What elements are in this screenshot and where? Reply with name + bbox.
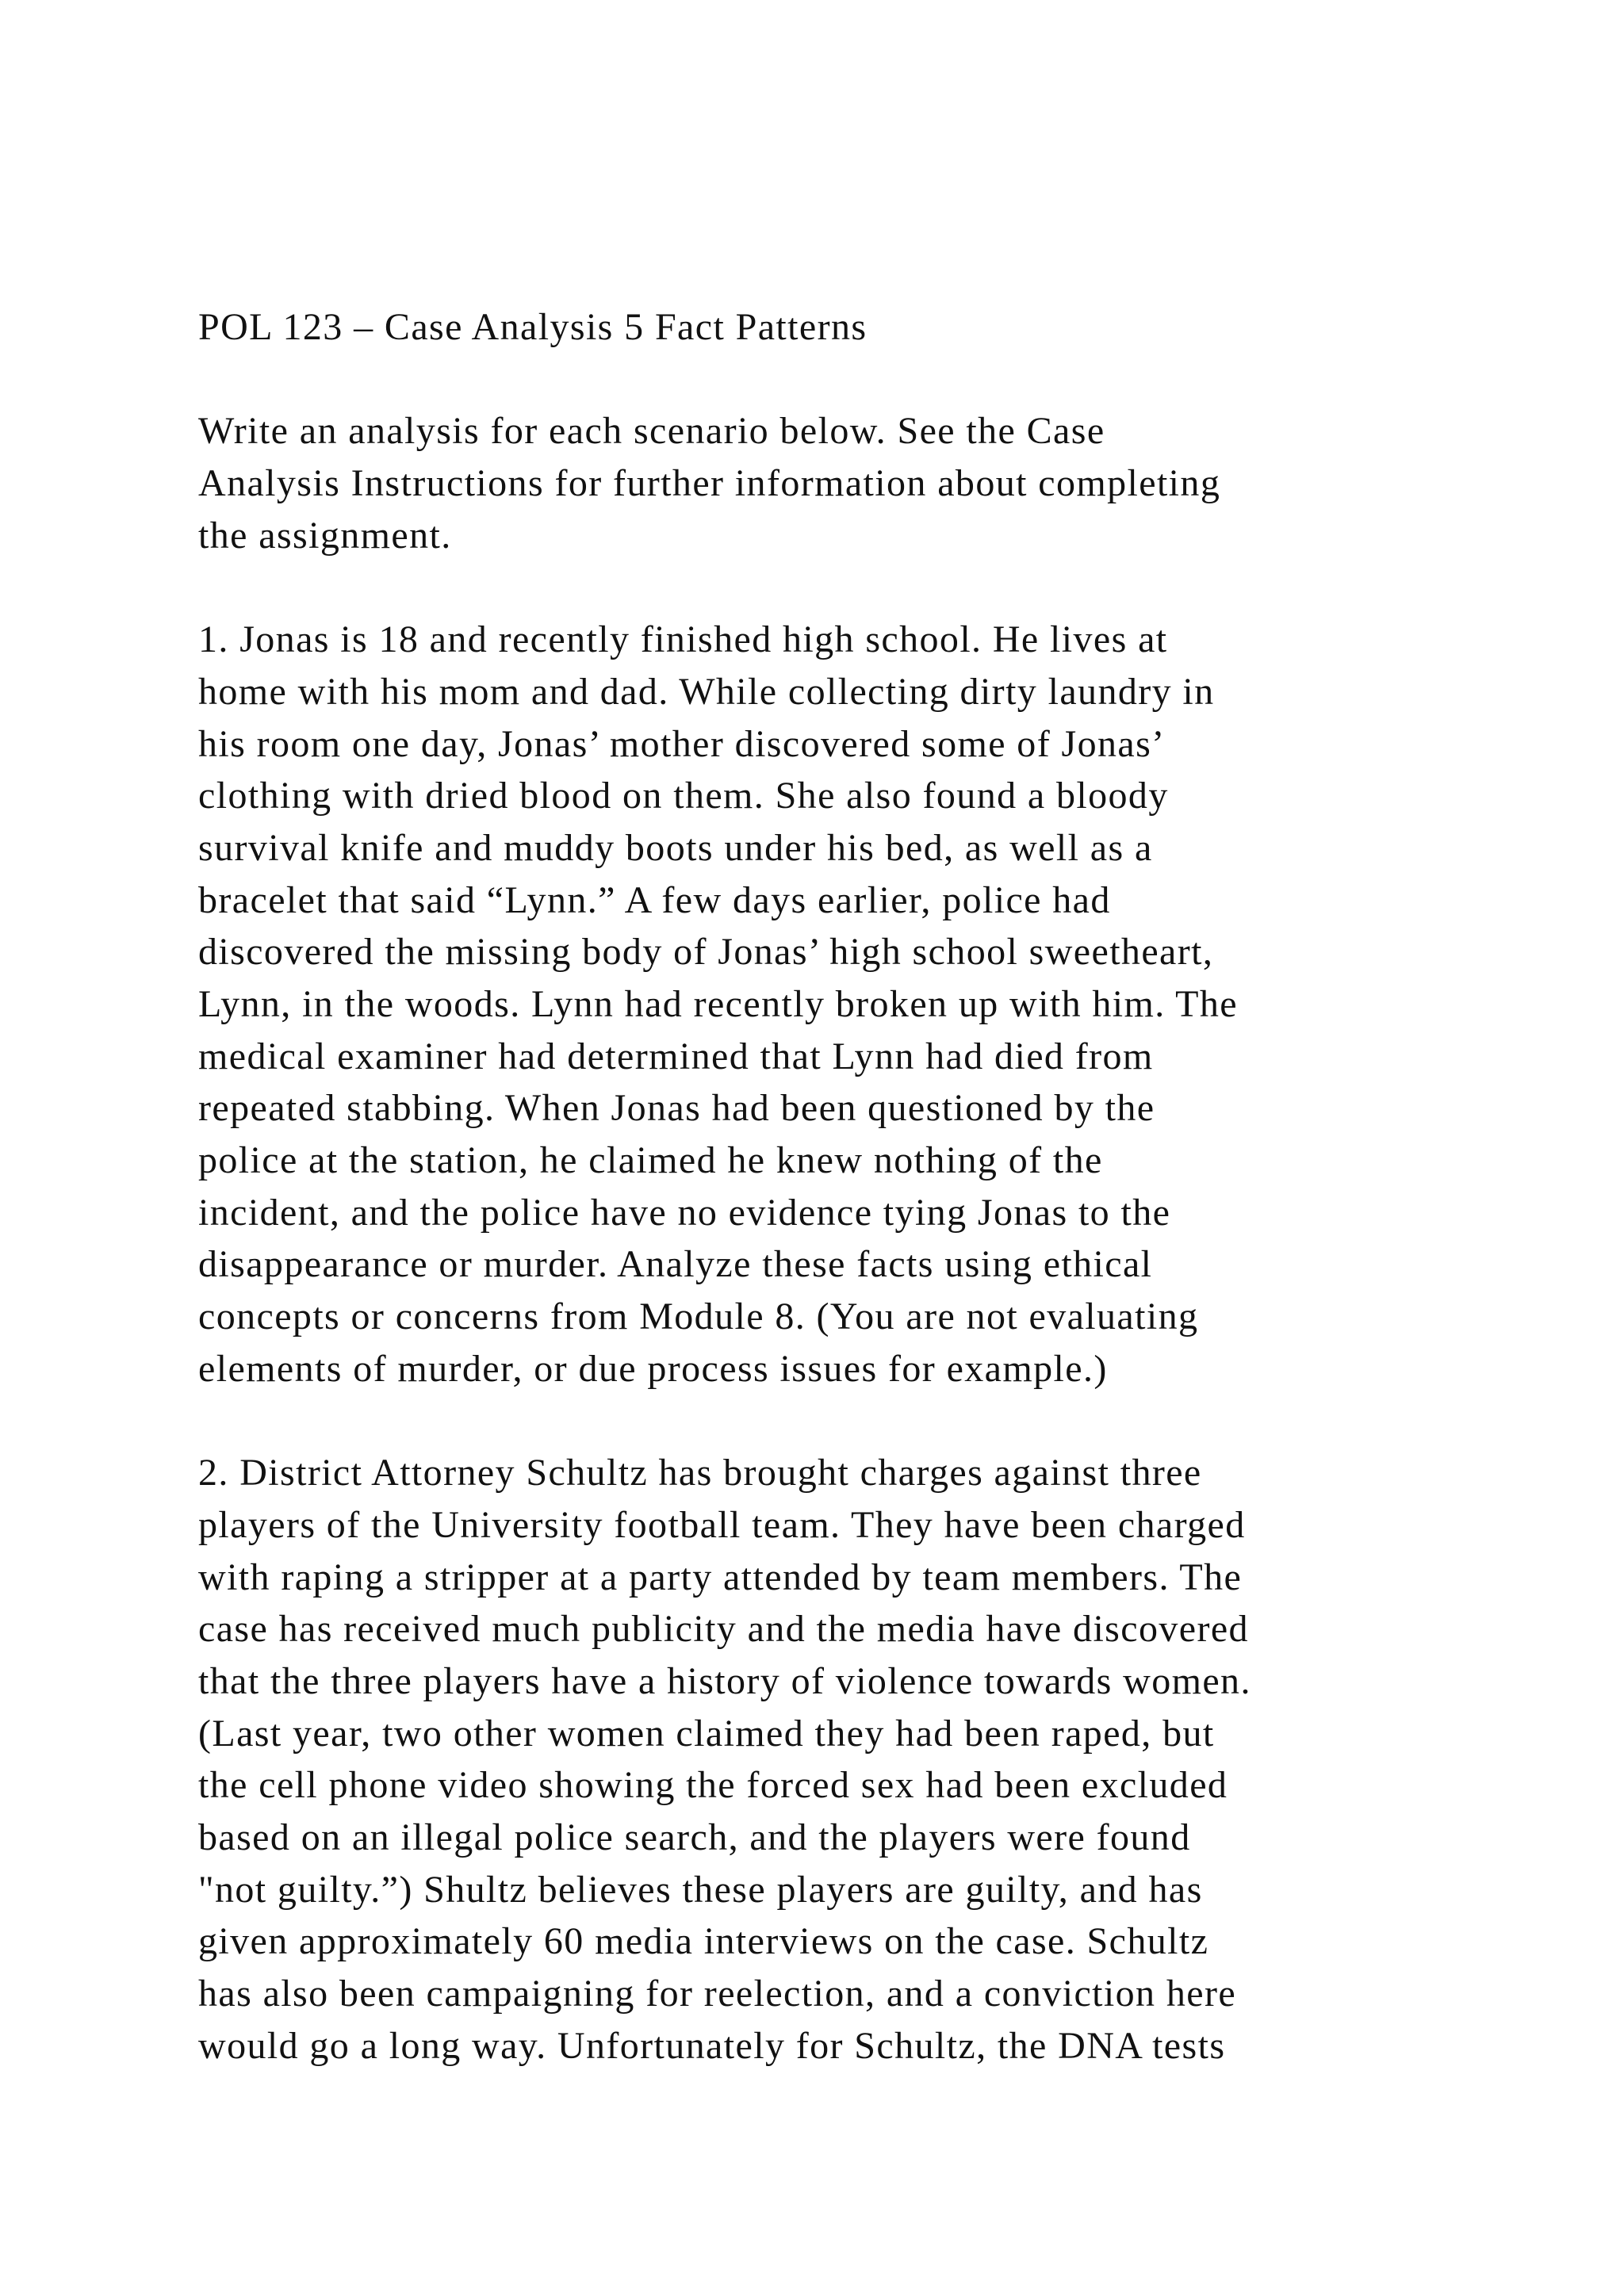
scenario-1-line: Lynn, in the woods. Lynn had recently broken up with him. The bbox=[198, 982, 1238, 1025]
scenario-1-paragraph bbox=[198, 614, 1435, 1395]
paragraph-gap bbox=[198, 1395, 1435, 1447]
scenario-2-line: the cell phone video showing the forced sex had been excluded bbox=[198, 1764, 1228, 1807]
scenario-2-paragraph bbox=[198, 1447, 1435, 2072]
scenario-1-line: elements of murder, or due process issues for example.) bbox=[198, 1347, 1108, 1390]
scenario-1-line: clothing with dried blood on them. She also found a bloody bbox=[198, 775, 1169, 817]
intro-line: Analysis Instructions for further information about completing bbox=[198, 462, 1221, 505]
scenario-1-line: survival knife and muddy boots under his bed, as well as a bbox=[198, 826, 1153, 869]
scenario-2-line: case has received much publicity and the media have discovered bbox=[198, 1608, 1249, 1651]
scenario-1-line: bracelet that said “Lynn.” A few days earlier, police had bbox=[198, 878, 1111, 921]
scenario-1-line: 1. Jonas is 18 and recently finished high school. He lives at bbox=[198, 618, 1168, 661]
scenario-2-line: players of the University football team. They have been charged bbox=[198, 1503, 1246, 1546]
scenario-2-line: based on an illegal police search, and the players were found bbox=[198, 1816, 1191, 1858]
scenario-2-line: with raping a stripper at a party attended by team members. The bbox=[198, 1556, 1243, 1598]
intro-line: the assignment. bbox=[198, 514, 452, 557]
scenario-1-line: his room one day, Jonas’ mother discovered some of Jonas’ bbox=[198, 722, 1166, 765]
scenario-2-line: given approximately 60 media interviews on the case. Schultz bbox=[198, 1920, 1209, 1963]
scenario-2-line: that the three players have a history of violence towards women. bbox=[198, 1659, 1251, 1702]
scenario-1-line: disappearance or murder. Analyze these facts using ethical bbox=[198, 1243, 1153, 1286]
paragraph-gap bbox=[198, 561, 1435, 614]
scenario-2-line: would go a long way. Unfortunately for Schultz, the DNA tests bbox=[198, 2024, 1226, 2067]
paragraph-gap bbox=[198, 354, 1435, 406]
scenario-1-line: medical examiner had determined that Lynn had died from bbox=[198, 1035, 1154, 1077]
scenario-2-line: has also been campaigning for reelection, and a conviction here bbox=[198, 1973, 1237, 2015]
scenario-1-line: incident, and the police have no evidence tying Jonas to the bbox=[198, 1191, 1171, 1234]
intro-paragraph bbox=[198, 405, 1435, 561]
scenario-1-line: repeated stabbing. When Jonas had been questioned by the bbox=[198, 1087, 1155, 1130]
scenario-2-line: "not guilty.”) Shultz believes these players are guilty, and has bbox=[198, 1868, 1203, 1911]
scenario-2-line: (Last year, two other women claimed they had been raped, but bbox=[198, 1712, 1215, 1755]
scenario-1-line: concepts or concerns from Module 8. (You are not evaluating bbox=[198, 1295, 1199, 1338]
scenario-1-line: discovered the missing body of Jonas’ high school sweetheart, bbox=[198, 931, 1214, 974]
document-body bbox=[198, 301, 1435, 2072]
scenario-2-line: 2. District Attorney Schultz has brought charges against three bbox=[198, 1452, 1202, 1494]
scenario-1-line: home with his mom and dad. While collecting dirty laundry in bbox=[198, 670, 1215, 713]
scenario-1-line: police at the station, he claimed he knew nothing of the bbox=[198, 1139, 1103, 1181]
document-title: POL 123 – Case Analysis 5 Fact Patterns bbox=[198, 306, 868, 348]
intro-line: Write an analysis for each scenario below. See the Case bbox=[198, 410, 1105, 453]
